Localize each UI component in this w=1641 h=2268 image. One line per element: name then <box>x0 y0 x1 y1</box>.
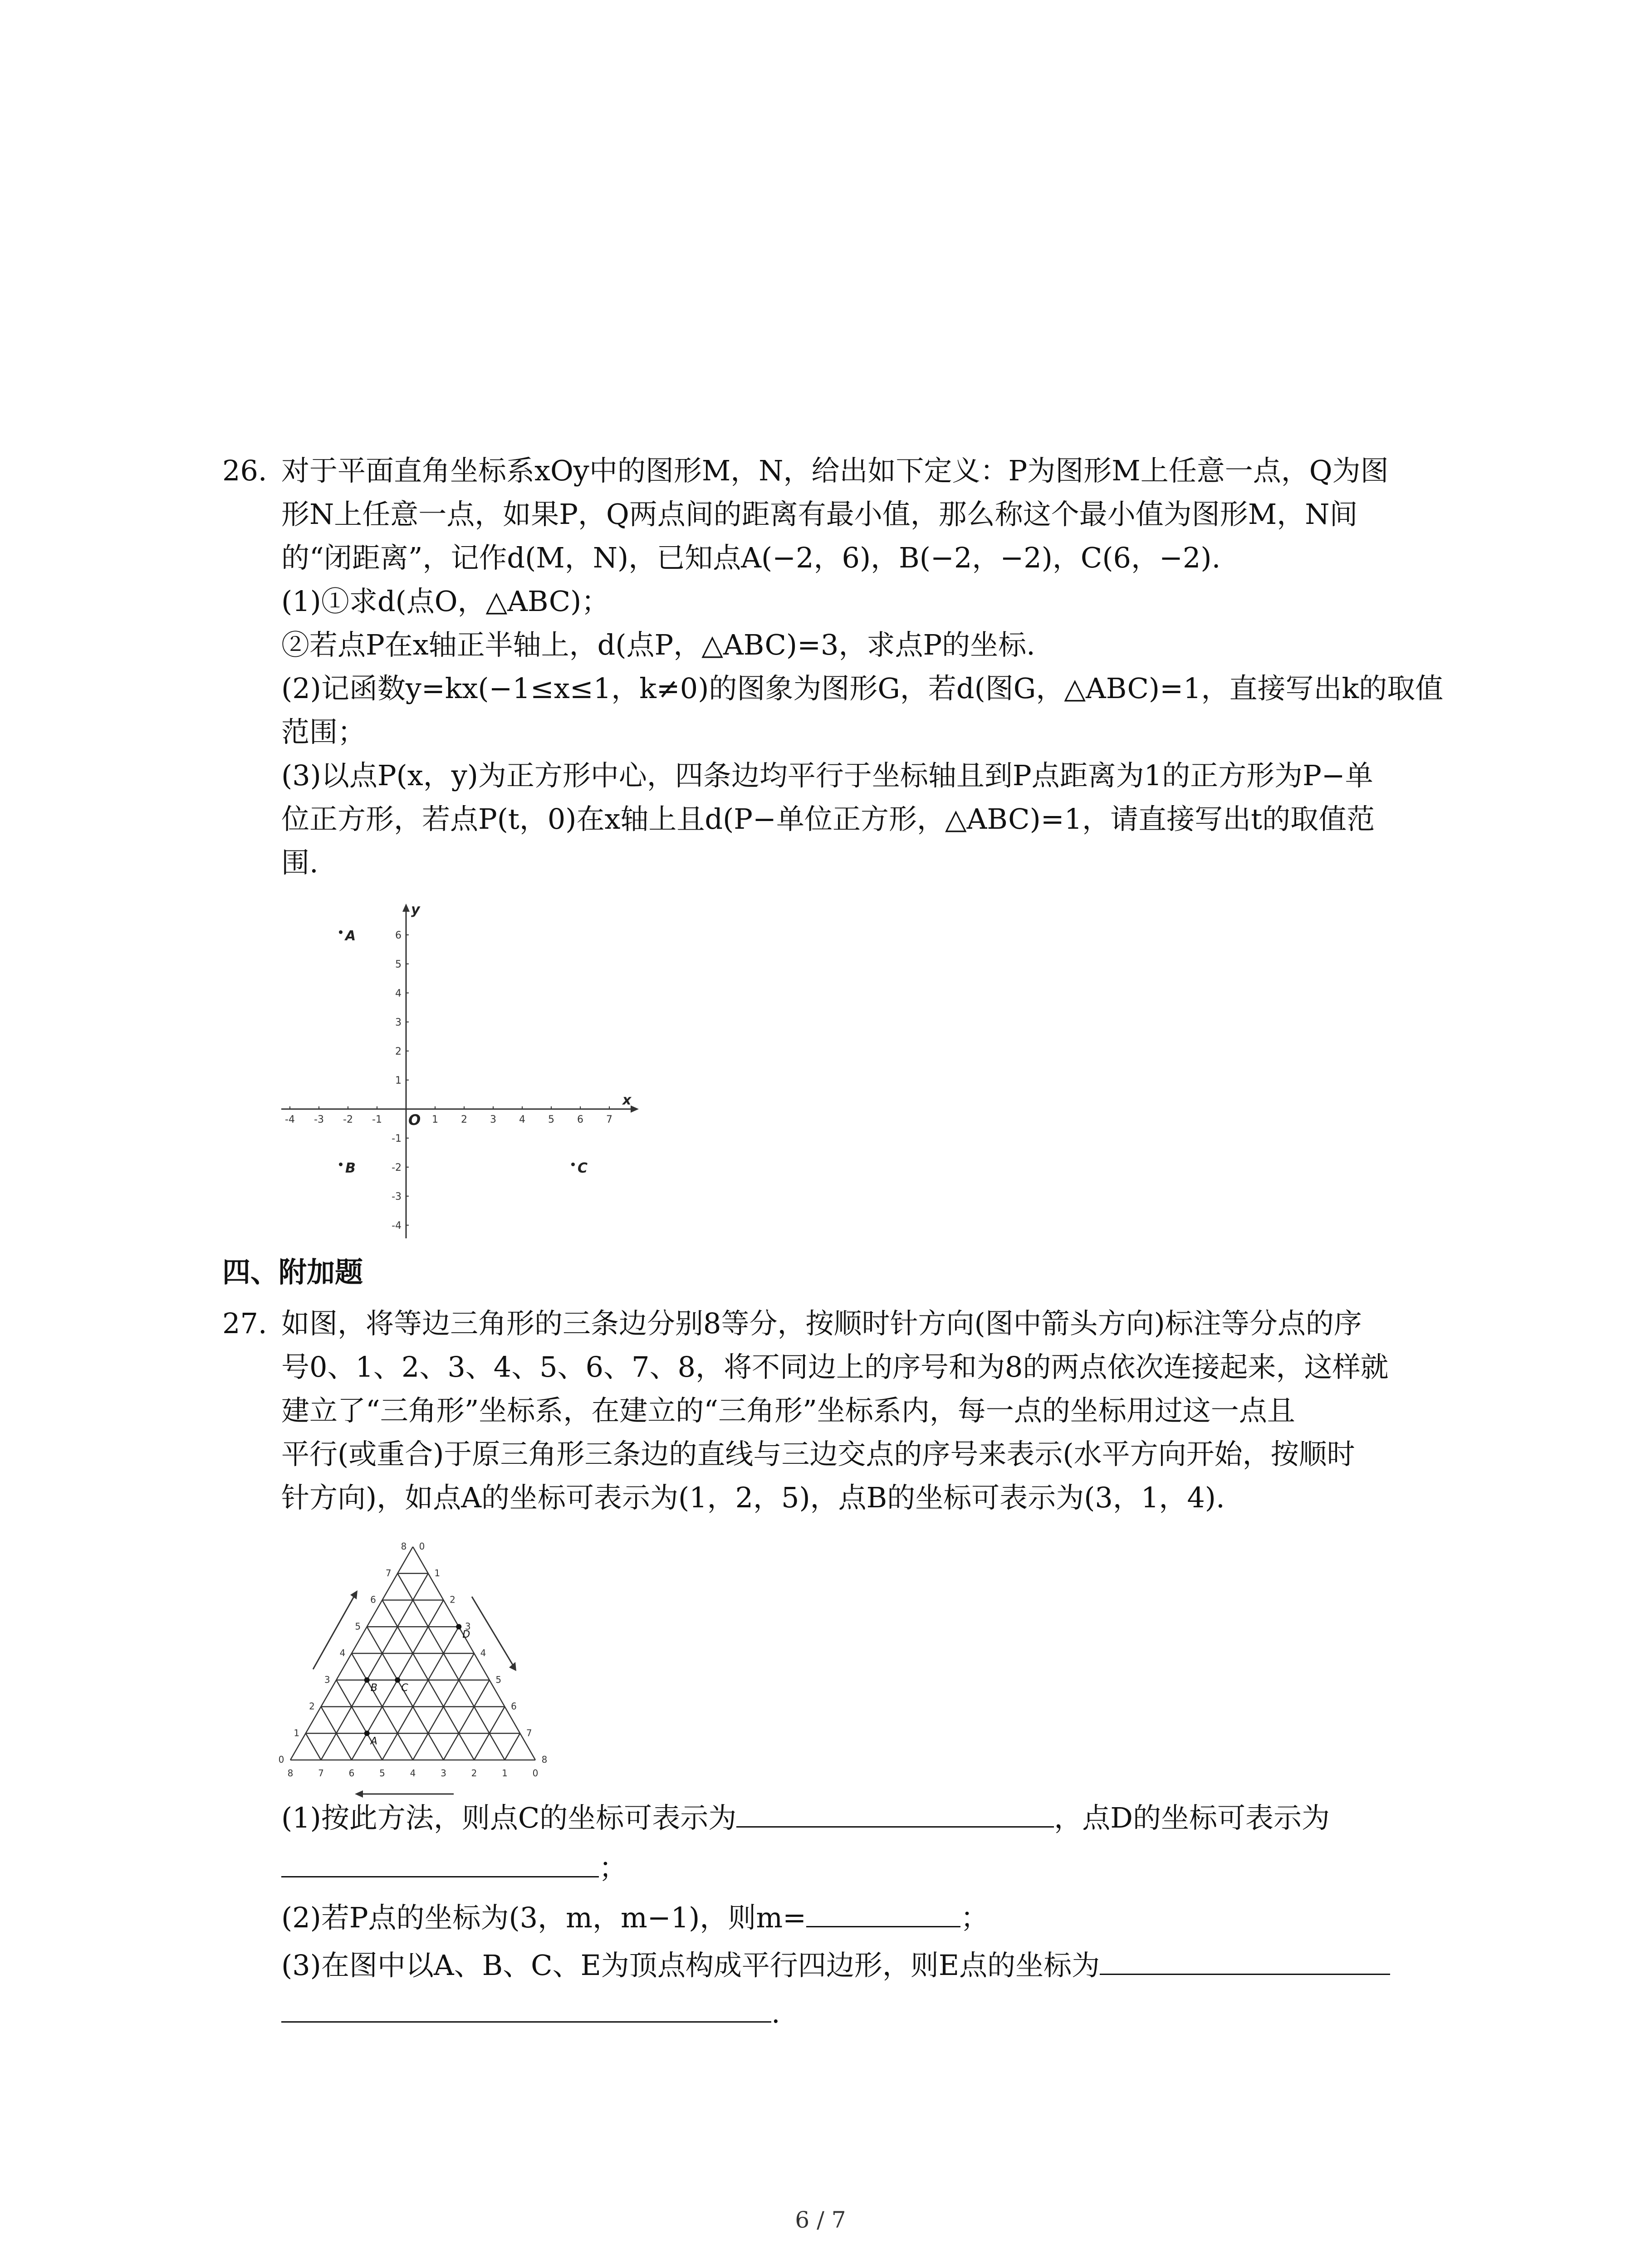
q26-line: 对于平面直角坐标系xOy中的图形M，N，给出如下定义：P为图形M上任意一点，Q为图 <box>281 454 1389 487</box>
sub-question-3 <box>281 1944 1390 1987</box>
left-tick-label: 7 <box>385 1567 392 1579</box>
right-tick-label: 0 <box>419 1541 425 1552</box>
grid-line-right-slant <box>306 1733 321 1760</box>
x-tick-label: -3 <box>314 1114 324 1125</box>
y-axis-label: y <box>411 902 420 918</box>
left-tick-label: 1 <box>294 1727 300 1739</box>
question-27-subparts <box>222 1796 1447 2050</box>
bottom-tick-label: 7 <box>318 1768 324 1779</box>
grid-line-left-slant <box>382 1627 459 1760</box>
origin-label: O <box>408 1111 421 1129</box>
right-tick-label: 8 <box>541 1754 548 1765</box>
q26-line: 范围； <box>281 715 366 748</box>
right-tick-label: 4 <box>480 1647 486 1658</box>
bottom-tick-label: 4 <box>410 1768 416 1779</box>
right-tick-label: 1 <box>434 1567 441 1579</box>
sub3-text: (3)在图中以A、B、C、E为顶点构成平行四边形，则E点的坐标为 <box>281 1949 1100 1982</box>
section-heading: 四、附加题 <box>222 1256 363 1289</box>
point-c-dot <box>571 1163 575 1166</box>
left-tick-label: 5 <box>355 1621 361 1632</box>
sub1-end: ； <box>599 1851 627 1884</box>
y-tick-label: -3 <box>392 1191 402 1202</box>
y-axis-arrow <box>402 904 410 912</box>
right-arrow <box>472 1597 513 1665</box>
sub-question-1 <box>281 1796 1330 1840</box>
bottom-tick-label: 2 <box>471 1768 477 1779</box>
tri-point-a <box>364 1730 370 1736</box>
point-a-label: A <box>345 928 356 944</box>
x-tick-label: -1 <box>372 1114 382 1125</box>
tri-point-a-label: A <box>370 1735 377 1747</box>
y-tick-label: -1 <box>392 1133 402 1144</box>
right-tick-label: 3 <box>465 1621 471 1632</box>
left-arrow <box>313 1597 354 1669</box>
left-tick-label: 0 <box>278 1754 284 1765</box>
x-tick-label: 6 <box>577 1114 583 1125</box>
question-27 <box>222 1302 1447 1520</box>
y-tick-label: 5 <box>395 959 402 970</box>
x-axis-arrow <box>631 1105 639 1113</box>
sub2-text: (2)若P点的坐标为(3，m，m−1)，则m= <box>281 1901 807 1934</box>
y-tick-label: 6 <box>395 930 402 941</box>
y-tick-label: -4 <box>392 1220 402 1232</box>
tri-point-d <box>456 1624 461 1629</box>
y-tick-label: 2 <box>395 1046 402 1057</box>
q26-line: ②若点P在x轴正半轴上，d(点P，△ABC)=3，求点P的坐标. <box>281 628 1035 661</box>
bottom-tick-label: 8 <box>287 1768 294 1779</box>
x-tick-label: -2 <box>343 1114 353 1125</box>
x-axis-label: x <box>622 1092 632 1108</box>
sub1-text-b: ，点D的坐标可表示为 <box>1054 1801 1330 1834</box>
q26-line: 位正方形，若点P(t，0)在x轴上且d(P−单位正方形，△ABC)=1，请直接写出t的取值范 <box>281 802 1375 836</box>
q26-line: (1)①求d(点O，△ABC)； <box>281 585 610 618</box>
y-tick-label: 4 <box>395 988 402 999</box>
point-b-dot <box>339 1163 343 1166</box>
triangle-grid <box>290 1547 535 1760</box>
bottom-tick-label: 3 <box>441 1768 446 1779</box>
y-tick-label: -2 <box>392 1162 402 1173</box>
answer-blank-m[interactable] <box>806 1897 960 1927</box>
point-c-label: C <box>578 1160 588 1176</box>
answer-blank-e[interactable] <box>1100 1945 1390 1975</box>
bottom-tick-label: 0 <box>532 1768 539 1779</box>
x-tick-label: 2 <box>461 1114 467 1125</box>
q27-line: 针方向)，如点A的坐标可表示为(1，2，5)，点B的坐标可表示为(3，1，4). <box>281 1481 1225 1514</box>
sub3-end: . <box>771 1996 780 2029</box>
q26-line: (3)以点P(x，y)为正方形中心，四条边均平行于坐标轴且到P点距离为1的正方形为P−单 <box>281 759 1373 792</box>
x-tick-label: 5 <box>548 1114 554 1125</box>
sub2-end: ； <box>960 1901 989 1934</box>
left-tick-label: 6 <box>370 1594 376 1605</box>
bottom-tick-label: 6 <box>348 1768 355 1779</box>
triangle-diagram <box>272 1529 554 1810</box>
x-tick-label: 3 <box>490 1114 496 1125</box>
right-arrow-head <box>509 1662 516 1671</box>
left-tick-label: 4 <box>339 1647 346 1658</box>
grid-line-left-slant <box>444 1680 490 1760</box>
left-tick-label: 8 <box>401 1541 407 1552</box>
x-tick-label: -4 <box>285 1114 295 1125</box>
right-tick-label: 7 <box>526 1727 532 1739</box>
sub-question-1-cont <box>281 1846 627 1890</box>
q27-line: 号0、1、2、3、4、5、6、7、8，将不同边上的序号和为8的两点依次连接起来，这样就 <box>281 1350 1389 1383</box>
right-tick-label: 5 <box>495 1674 502 1685</box>
answer-blank-c[interactable] <box>736 1797 1054 1828</box>
point-a-dot <box>339 930 343 934</box>
bottom-tick-label: 1 <box>502 1768 508 1779</box>
bottom-tick-label: 5 <box>379 1768 385 1779</box>
tri-point-c <box>395 1677 400 1683</box>
tri-point-d-label: D <box>462 1629 470 1641</box>
q26-line: 的“闭距离”，记作d(M，N)，已知点A(−2，6)，B(−2，−2)，C(6，−2). <box>281 541 1221 574</box>
sub-question-3-cont <box>281 1991 780 2035</box>
tri-point-c-label: C <box>401 1682 408 1694</box>
page-number: 6 / 7 <box>795 2207 846 2233</box>
sub-question-2 <box>281 1896 989 1940</box>
q27-line: 建立了“三角形”坐标系，在建立的“三角形”坐标系内，每一点的坐标用过这一点且 <box>281 1394 1295 1427</box>
sub1-text-a: (1)按此方法，则点C的坐标可表示为 <box>281 1801 737 1834</box>
question-26 <box>222 449 1447 894</box>
tri-point-b-label: B <box>370 1682 377 1694</box>
q26-line: 形N上任意一点，如果P，Q两点间的距离有最小值，那么称这个最小值为图形M，N间 <box>281 498 1358 531</box>
coordinate-graph <box>272 900 644 1245</box>
left-tick-label: 3 <box>324 1674 330 1685</box>
question-number: 26. <box>222 454 267 487</box>
point-b-label: B <box>345 1160 356 1176</box>
triangle-points <box>364 1624 470 1747</box>
answer-blank-e-cont[interactable] <box>281 1992 771 2023</box>
left-tick-label: 2 <box>309 1701 315 1712</box>
y-tick-label: 3 <box>395 1017 402 1028</box>
q26-line: 围. <box>281 846 318 879</box>
x-tick-label: 4 <box>519 1114 525 1125</box>
y-tick-label: 1 <box>395 1075 402 1086</box>
coordinate-points <box>339 928 588 1176</box>
q27-line: 如图，将等边三角形的三条边分别8等分，按顺时针方向(图中箭头方向)标注等分点的序 <box>281 1307 1362 1340</box>
grid-line-left-slant <box>505 1733 520 1760</box>
q26-line: (2)记函数y=kx(−1≤x≤1，k≠0)的图象为图形G，若d(图G，△ABC)=1，直接写出k的取值 <box>281 672 1444 705</box>
coordinate-ticks <box>285 930 612 1232</box>
answer-blank-d[interactable] <box>281 1847 599 1877</box>
q27-line: 平行(或重合)于原三角形三条边的直线与三边交点的序号来表示(水平方向开始，按顺时 <box>281 1437 1355 1471</box>
right-tick-label: 6 <box>511 1701 517 1712</box>
right-tick-label: 2 <box>450 1594 456 1605</box>
x-tick-label: 1 <box>432 1114 438 1125</box>
x-tick-label: 7 <box>606 1114 612 1125</box>
question-number: 27. <box>222 1307 267 1340</box>
tri-point-b <box>364 1677 370 1683</box>
